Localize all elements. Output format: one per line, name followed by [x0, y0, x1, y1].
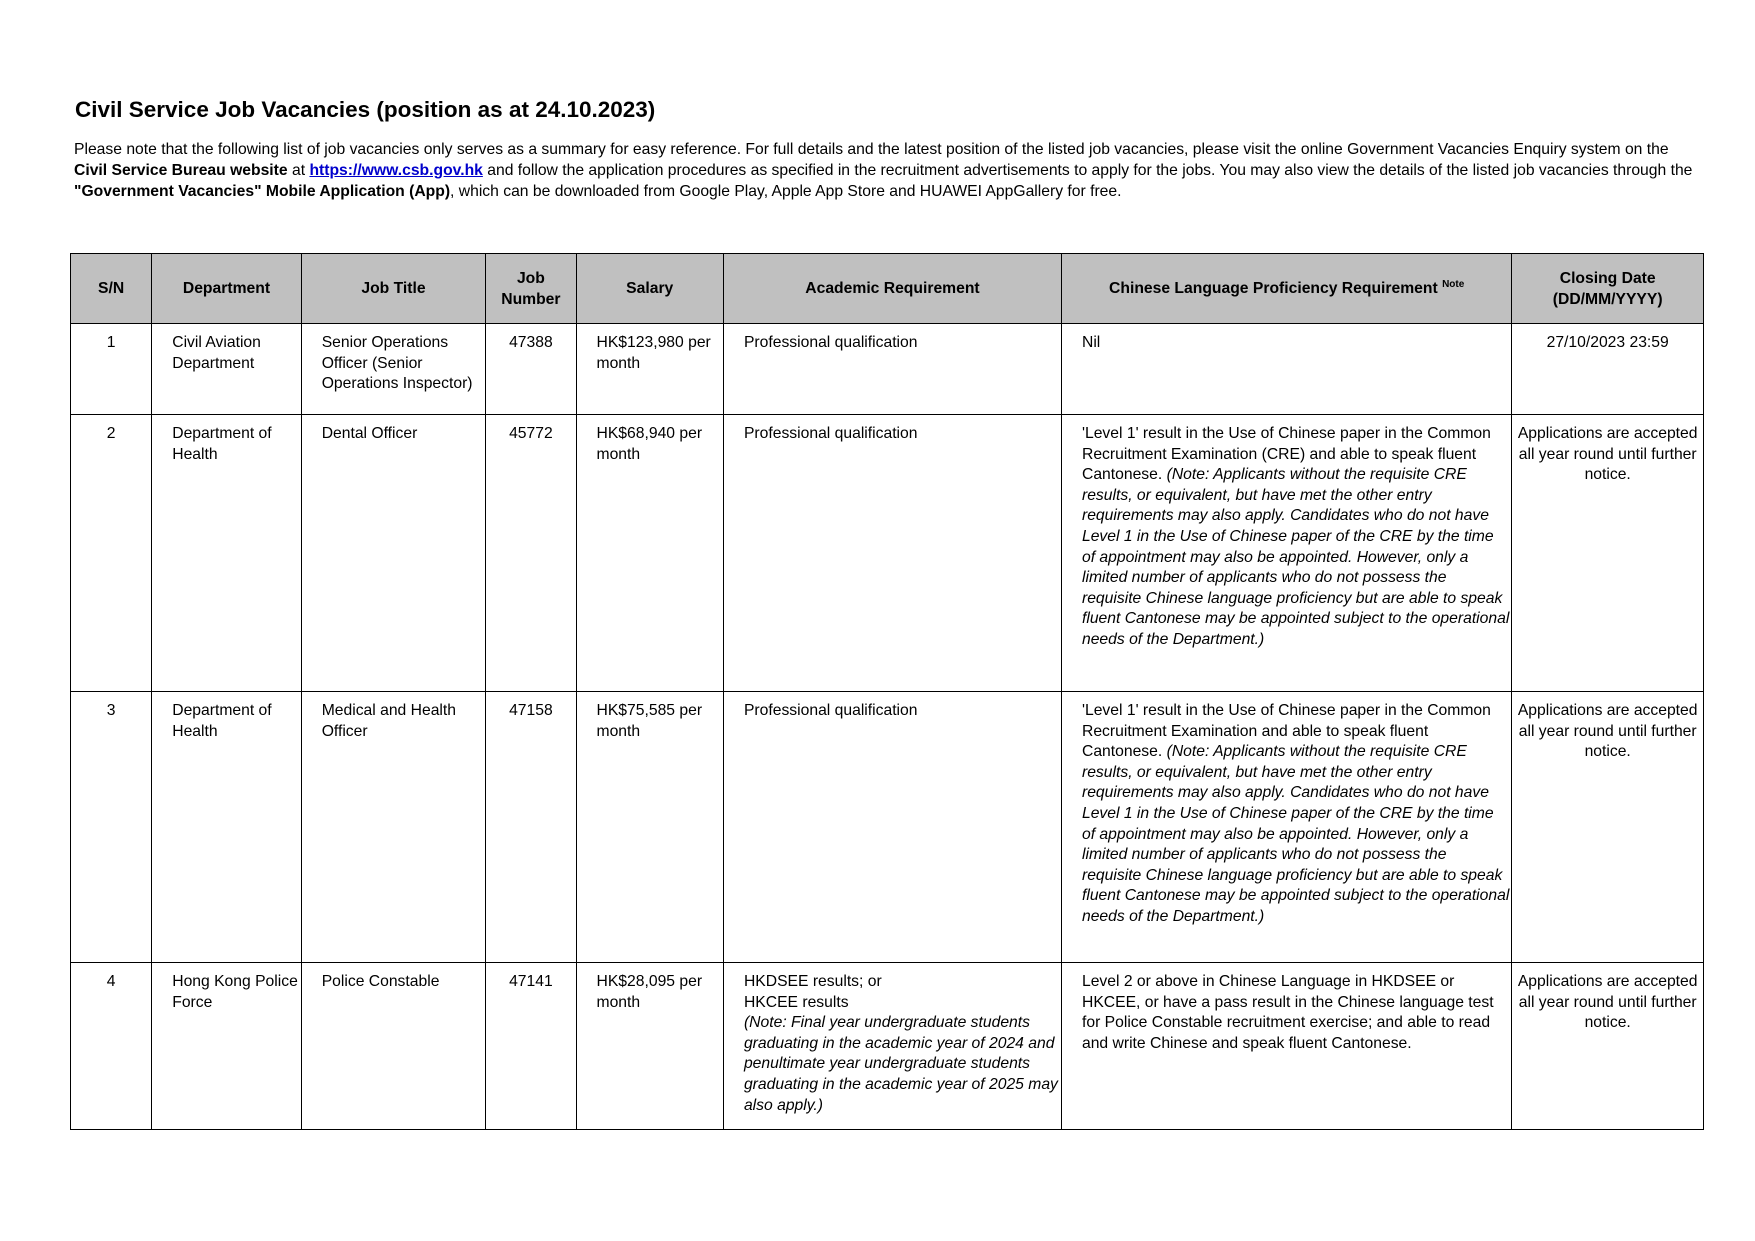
cell-sn: 4	[71, 963, 152, 1130]
cell-sn: 1	[71, 324, 152, 415]
intro-text-1: Please note that the following list of job vacancies only serves as a summary for easy reference. For full details and the latest position of the listed job vacancies, please visit the online Government Vacancies Enquiry system on the	[74, 141, 1669, 158]
cell-department: Department of Health	[152, 415, 301, 692]
header-academic-requirement: Academic Requirement	[723, 254, 1061, 324]
cell-salary: HK$68,940 per month	[576, 415, 723, 692]
cell-job-number: 47141	[486, 963, 576, 1130]
chinese-requirement-text: 'Level 1' result in the Use of Chinese paper in the Common Recruitment Examination (CRE) and able to speak fluent Cantonese.	[1081, 425, 1491, 484]
cell-academic: Professional qualification	[723, 324, 1061, 415]
csb-website-link[interactable]: https://www.csb.gov.hk	[309, 162, 483, 179]
header-closing-date: Closing Date (DD/MM/YYYY)	[1512, 254, 1704, 324]
chinese-requirement-text: 'Level 1' result in the Use of Chinese paper in the Common Recruitment Examination and able to speak fluent Cantonese.	[1081, 702, 1491, 761]
cell-academic: Professional qualification	[723, 692, 1061, 963]
table-header-row	[71, 254, 1704, 324]
page-title: Civil Service Job Vacancies (position as at 24.10.2023)	[75, 97, 656, 122]
academic-line-1: HKDSEE results; or	[743, 973, 882, 990]
academic-requirement-note: (Note: Final year undergraduate students graduating in the academic year of 2024 and penultimate year undergraduate students graduating in the academic year of 2025 may also apply.)	[743, 1014, 1058, 1114]
cell-department: Civil Aviation Department	[152, 324, 301, 415]
intro-text-3: and follow the application procedures as specified in the recruitment advertisements to apply for the jobs. You may also view the details of the listed job vacancies through the	[482, 162, 1693, 179]
table-row	[71, 324, 1704, 415]
header-job-title: Job Title	[301, 254, 486, 324]
cell-job-title: Medical and Health Officer	[301, 692, 486, 963]
cell-closing-date: Applications are accepted all year round until further notice.	[1512, 415, 1704, 692]
table-row	[71, 415, 1704, 692]
cell-sn: 2	[71, 415, 152, 692]
intro-paragraph	[74, 139, 1694, 202]
cell-job-title: Dental Officer	[301, 415, 486, 692]
academic-line-2: HKCEE results	[743, 993, 849, 1011]
intro-bold-app: "Government Vacancies" Mobile Application (App)	[74, 183, 451, 200]
header-salary: Salary	[576, 254, 723, 324]
header-sn: S/N	[71, 254, 152, 324]
cell-salary: HK$28,095 per month	[576, 963, 723, 1130]
cell-chinese	[1061, 415, 1511, 692]
table-row	[71, 963, 1704, 1130]
intro-text-4: , which can be downloaded from Google Play, Apple App Store and HUAWEI AppGallery for free.	[450, 183, 1122, 200]
cell-department: Department of Health	[152, 692, 301, 963]
vacancy-table	[70, 253, 1704, 1130]
cell-job-title: Police Constable	[301, 963, 486, 1130]
cell-department: Hong Kong Police Force	[152, 963, 301, 1130]
cell-salary: HK$75,585 per month	[576, 692, 723, 963]
cell-academic	[723, 963, 1061, 1130]
intro-bold-csb: Civil Service Bureau website	[74, 162, 288, 179]
cell-chinese	[1061, 692, 1511, 963]
cell-salary: HK$123,980 per month	[576, 324, 723, 415]
cell-academic: Professional qualification	[723, 415, 1061, 692]
chinese-requirement-note: (Note: Applicants without the requisite CRE results, or equivalent, but have met the other entry requirements may also apply. Candidates who do not have Level 1 in the Use of Chinese paper of the CRE by the time of appointment may also be appointed. However, only a limited number of applicants who do not possess the requisite Chinese language proficiency but are able to speak fluent Cantonese may be appointed subject to the operational needs of the Department.)	[1081, 466, 1510, 648]
cell-job-number: 47158	[486, 692, 576, 963]
cell-closing-date: 27/10/2023 23:59	[1512, 324, 1704, 415]
header-department: Department	[152, 254, 301, 324]
cell-job-number: 45772	[486, 415, 576, 692]
header-note-superscript: Note	[1442, 279, 1465, 290]
cell-job-title: Senior Operations Officer (Senior Operations Inspector)	[301, 324, 486, 415]
cell-closing-date: Applications are accepted all year round until further notice.	[1512, 963, 1704, 1130]
chinese-requirement-note: (Note: Applicants without the requisite CRE results, or equivalent, but have met the other entry requirements may also apply. Candidates who do not have Level 1 in the Use of Chinese paper of the CRE by the time of appointment may also be appointed. However, only a limited number of applicants who do not possess the requisite Chinese language proficiency but are able to speak fluent Cantonese may be appointed subject to the operational needs of the Department.)	[1081, 743, 1510, 925]
header-chinese-requirement: Chinese Language Proficiency Requirement $^{Note}$	[1061, 254, 1511, 324]
intro-text-2: at	[287, 162, 310, 179]
cell-job-number: 47388	[486, 324, 576, 415]
cell-chinese: Level 2 or above in Chinese Language in HKDSEE or HKCEE, or have a pass result in the Chinese language test for Police Constable recruitment exercise; and able to read and write Chinese and speak fluent Cantonese.	[1061, 963, 1511, 1130]
cell-sn: 3	[71, 692, 152, 963]
cell-chinese: Nil	[1061, 324, 1511, 415]
header-job-number: Job Number	[486, 254, 576, 324]
table-row	[71, 692, 1704, 963]
cell-closing-date: Applications are accepted all year round until further notice.	[1512, 692, 1704, 963]
